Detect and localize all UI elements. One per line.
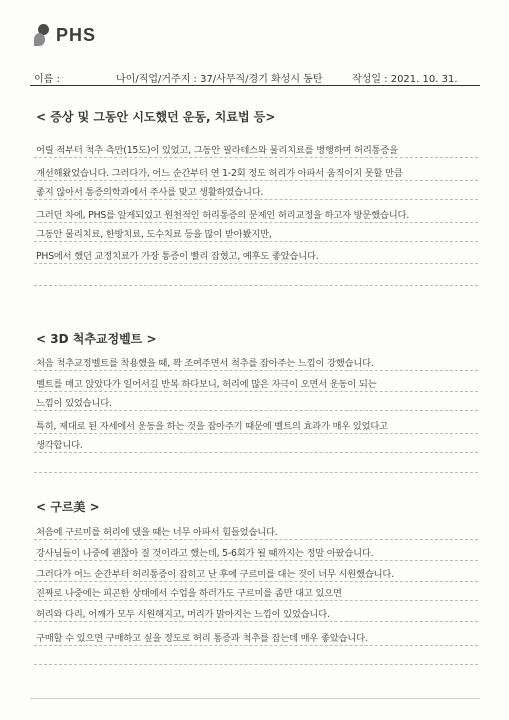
- text-line: 느낌이 있었습니다.: [36, 398, 112, 409]
- ruled-line: [34, 539, 478, 540]
- ruled-line: [34, 285, 478, 286]
- brand-name: PHS: [56, 24, 97, 45]
- ruled-line: [34, 157, 478, 158]
- text-line: 어릴 적부터 척추 측만(15도)이 있었고, 그동안 필라테스와 물리치료를 병행하며 허리통증을: [36, 145, 398, 156]
- ruled-line: [34, 433, 478, 434]
- text-line: 벨트를 매고 앉았다가 일어서길 반복 하다보니, 허리에 많은 자극이 오면서 운동이 되는: [36, 379, 377, 390]
- header-divider: [30, 85, 480, 86]
- date-text: 작성일 : 2021. 10. 31.: [352, 74, 458, 85]
- ruled-line: [34, 410, 478, 411]
- ruled-line: [34, 560, 478, 561]
- text-line: PHS에서 했던 교정치료가 가장 통증이 빨리 잡혔고, 예후도 좋았습니다.: [36, 251, 319, 262]
- ruled-line: [34, 391, 478, 392]
- ruled-line: [34, 241, 478, 242]
- ruled-line: [34, 199, 478, 200]
- ruled-line: [34, 664, 478, 665]
- section-title-symptoms: < 증상 및 그동안 시도했던 운동, 치료법 등>: [36, 110, 276, 124]
- ruled-line: [34, 581, 478, 582]
- profile-text: 나이/직업/거주지 : 37/사무직/경기 화성시 동탄: [116, 74, 323, 85]
- text-line: 그러던 차에, PHS를 알게되었고 원천적인 허리통증의 문제인 허리교정을 하고자 방문했습니다.: [36, 210, 410, 221]
- section-title-belt: < 3D 척추교정벨트 >: [36, 332, 157, 346]
- ruled-line: [34, 370, 478, 371]
- ruled-line: [34, 180, 478, 181]
- name-label: 이름 :: [34, 74, 60, 85]
- section-title-gurumi: < 구르美 >: [36, 500, 100, 514]
- ruled-line: [34, 645, 478, 646]
- ruled-line: [34, 621, 478, 622]
- text-line: 처음에 구르미를 허리에 댔을 때는 너무 아파서 힘들었습니다.: [36, 527, 278, 538]
- ruled-line: [34, 222, 478, 223]
- ruled-line: [34, 600, 478, 601]
- text-line: 강사님들이 나중에 괜찮아 질 것이라고 했는데, 5-6회가 될 때까지는 정말 아팠습니다.: [36, 548, 374, 559]
- text-line: 구매할 수 있으면 구매하고 싶을 정도로 허리 통증과 척추를 잡는데 매우 좋았습니다.: [36, 633, 368, 644]
- text-line: 허리와 다리, 어깨가 모두 시원해지고, 머리가 맑아지는 느낌이 있었습니다.: [36, 609, 330, 620]
- ruled-line: [34, 472, 478, 473]
- text-line: 좋지 않아서 통증의학과에서 주사를 맞고 생활하였습니다.: [36, 187, 264, 198]
- text-line: 그러다가 어느 순간부터 허리통증이 잡히고 난 후에 구르미를 대는 것이 너무 시원했습니다.: [36, 569, 394, 580]
- text-line: 진짜로 나중에는 피곤한 상태에서 수업을 하러가도 구르미를 좀만 대고 있으면: [36, 588, 342, 599]
- text-line: 처음 척추교정벨트를 착용했을 때, 꽉 조여주면서 척추를 잡아주는 느낌이 강했습니다.: [36, 358, 374, 369]
- footer-divider: [30, 698, 480, 699]
- text-line: 그동안 물리치료, 한방치료, 도수치료 등을 많이 받아봤지만,: [36, 229, 272, 240]
- text-line: 개선해왔었습니다. 그러다가, 어느 순간부터 연 1-2회 정도 허리가 아파서 움직이지 못할 만큼: [36, 168, 403, 179]
- phs-logo-icon: [34, 24, 50, 46]
- text-line: 특히, 제대로 된 자세에서 운동을 하는 것을 잡아주기 때문에 벨트의 효과가 매우 있었다고: [36, 421, 388, 432]
- ruled-line: [34, 263, 478, 264]
- text-line: 생각합니다.: [36, 440, 83, 451]
- phs-logo: [34, 24, 96, 46]
- ruled-line: [34, 452, 478, 453]
